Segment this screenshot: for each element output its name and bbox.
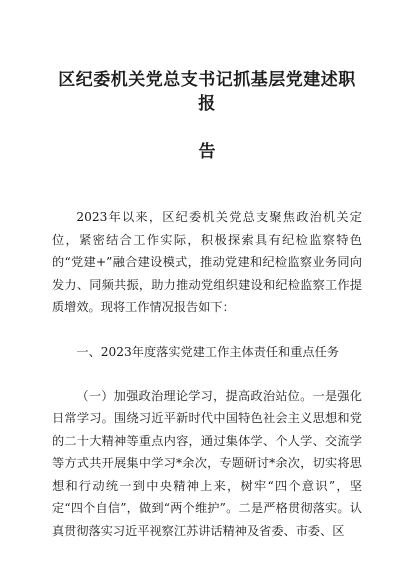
section-heading: 一、2023年度落实党建工作主体责任和重点任务 xyxy=(76,344,339,359)
document-title-line-1: 区纪委机关党总支书记抓基层党建述职报 xyxy=(58,70,356,114)
document-title-line-2: 告 xyxy=(198,142,216,162)
intro-paragraph: 2023年以来，区纪委机关党总支聚焦政治机关定位，紧密结合工作实际，积极探索具有纪检监察特色的“党建+”融合建设模式，推动党建和纪检监察业务同向发力、同频共振，助力推动党组织建设和纪检监察工作提质增效。现将工作情况报告如下： xyxy=(52,210,362,314)
body-paragraph: （一）加强政治理论学习，提高政治站位。一是强化日常学习。围绕习近平新时代中国特色社会主义思想和党的二十大精神等重点内容，通过集体学、个人学、交流学等方式共开展集中学习*余次，专题研讨*余次，切实将思想和行动统一到中央精神上来，树牢“四个意识”，坚定“四个自信”，做到“两个维护”。二是严格贯彻落实。认真贯彻落实习近平视察江苏讲话精神及省委、市委、区 xyxy=(52,388,362,538)
